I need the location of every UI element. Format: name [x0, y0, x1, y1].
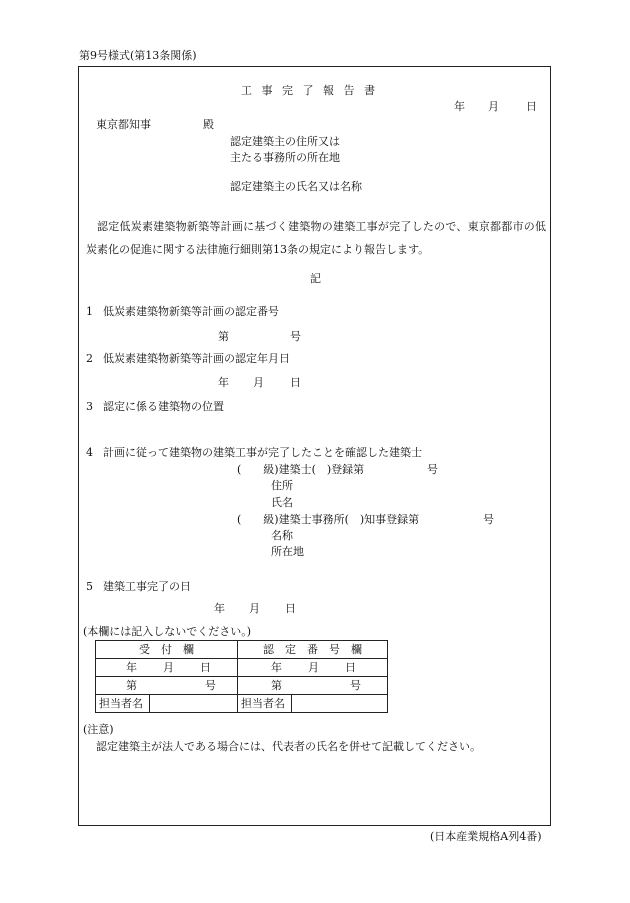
certification-column-header: 認 定 番 号 欄	[238, 641, 388, 659]
applicant-address-label-2: 主たる事務所の所在地	[230, 151, 340, 164]
body-paragraph: 認定低炭素建築物新築等計画に基づく建築物の建築工事が完了したので、東京都都市の低炭素化の促進に関する法律施行細則第13条の規定により報告します。	[86, 220, 546, 256]
table-row	[96, 641, 388, 659]
footer-standard: (日本産業規格A列4番)	[430, 830, 542, 843]
reception-person-label: 担当者名	[96, 695, 150, 713]
page-title: 工 事 完 了 報 告 書	[241, 84, 378, 97]
table-row	[96, 677, 388, 695]
applicant-address-label: 認定建築主の住所又は	[230, 135, 340, 148]
form-number: 第9号様式(第13条関係)	[79, 49, 197, 62]
certification-number-cell: 第 号	[238, 677, 388, 695]
reception-column-header: 受 付 欄	[96, 641, 238, 659]
applicant-name-label: 認定建築主の氏名又は名称	[230, 180, 362, 193]
table-row	[96, 659, 388, 677]
notes-heading: (注意)	[83, 723, 114, 736]
certification-person-field	[292, 695, 388, 713]
certification-date-cell: 年 月 日	[238, 659, 388, 677]
table-row	[96, 695, 388, 713]
office-use-note: (本欄には記入しないでください。)	[83, 625, 252, 638]
reception-person-field	[150, 695, 238, 713]
reception-date-cell: 年 月 日	[96, 659, 238, 677]
reception-number-cell: 第 号	[96, 677, 238, 695]
notes-text: 認定建築主が法人である場合には、代表者の氏名を併せて記載してください。	[96, 740, 481, 753]
office-use-table	[95, 640, 388, 713]
certification-person-label: 担当者名	[238, 695, 292, 713]
ki-heading: 記	[310, 272, 321, 285]
